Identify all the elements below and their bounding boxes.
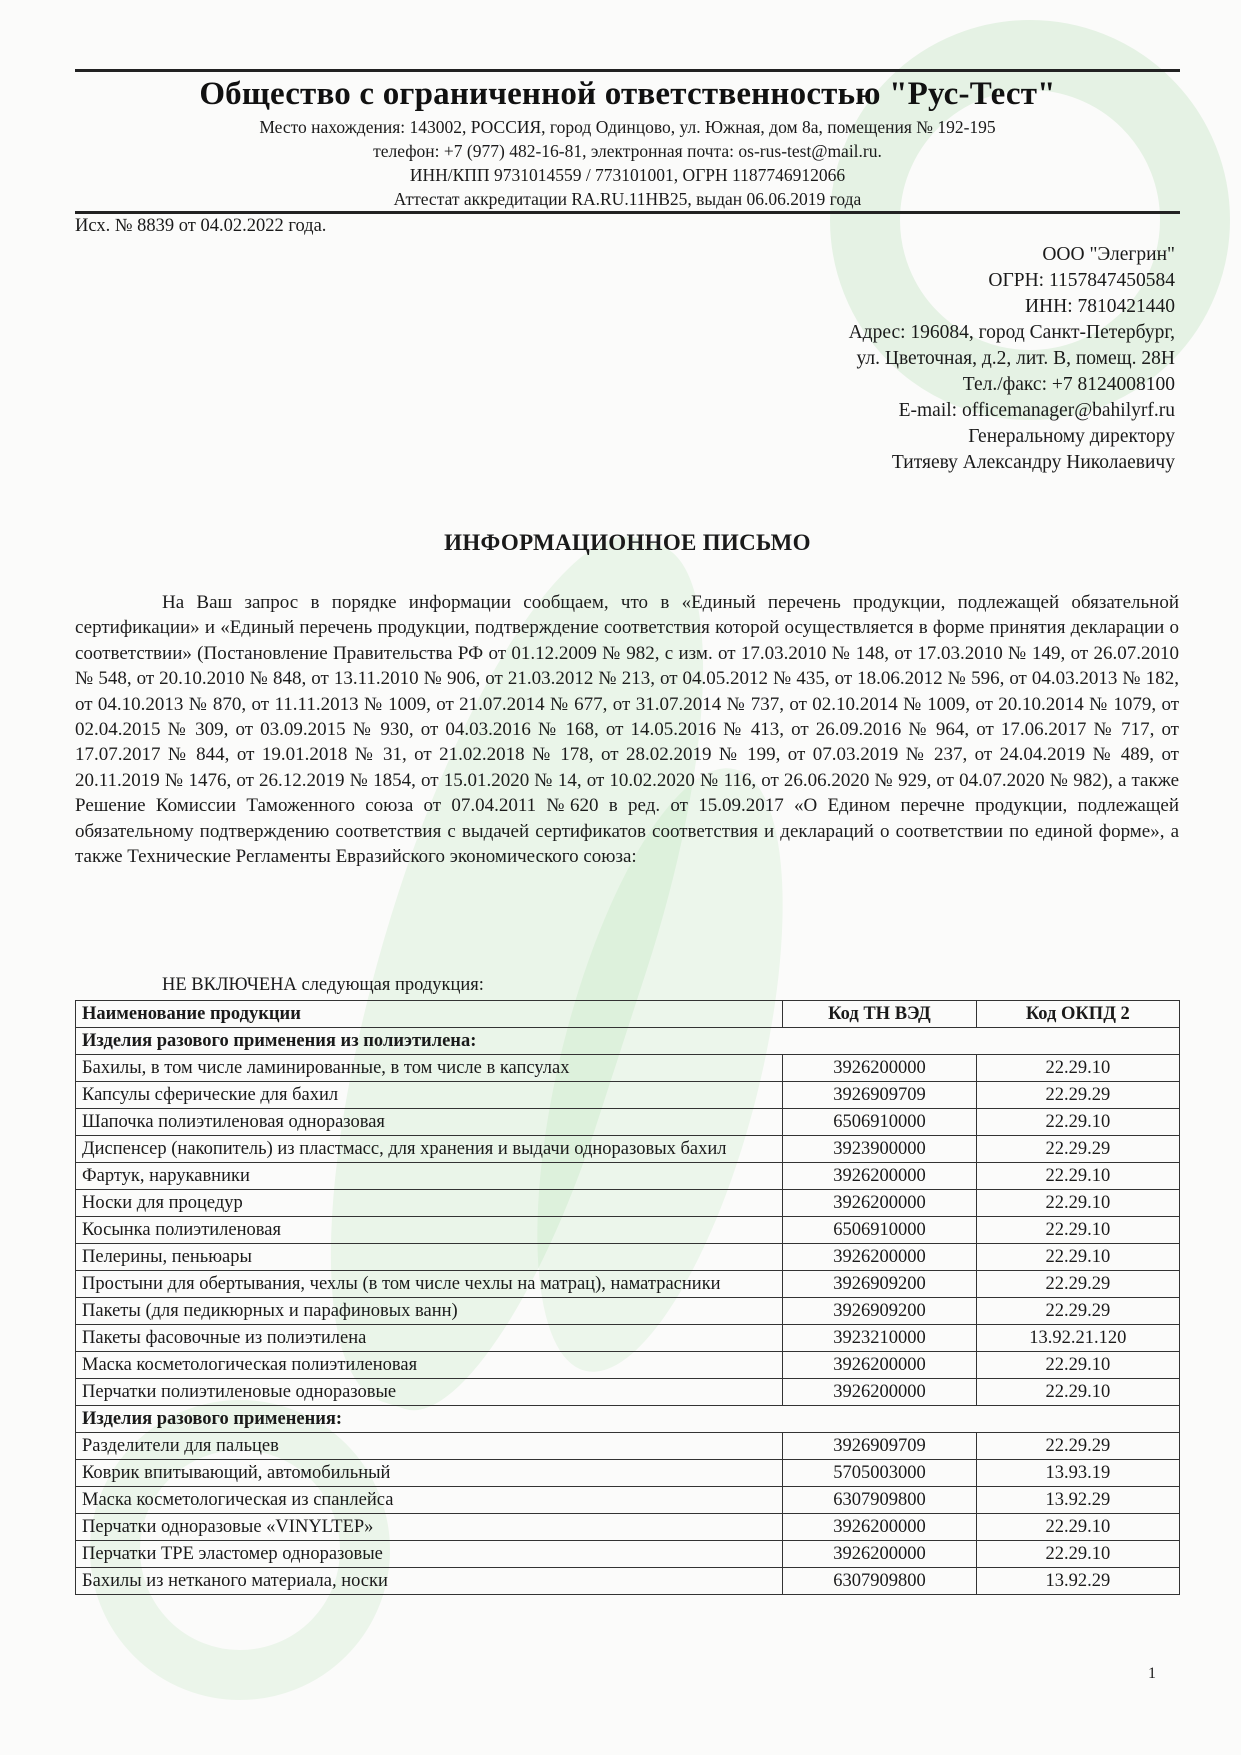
table-row	[76, 1055, 1180, 1082]
cell-tn-ved: 3926200000	[783, 1055, 976, 1082]
table-row	[76, 1298, 1180, 1325]
cell-product-name: Бахилы, в том числе ламинированные, в том числе в капсулах	[76, 1055, 783, 1082]
header-product-name: Наименование продукции	[76, 1001, 783, 1028]
table-row	[76, 1217, 1180, 1244]
table-row	[76, 1568, 1180, 1595]
cell-product-name: Перчатки полиэтиленовые одноразовые	[76, 1379, 783, 1406]
page-number: 1	[1148, 1665, 1156, 1682]
cell-tn-ved: 3926200000	[783, 1541, 976, 1568]
addressee-inn: ИНН: 7810421440	[1024, 296, 1175, 317]
addressee-address-line1: Адрес: 196084, город Санкт-Петербург,	[848, 322, 1175, 343]
cell-tn-ved: 3926909709	[783, 1082, 976, 1109]
cell-tn-ved: 3926200000	[783, 1163, 976, 1190]
addressee-phone: Тел./факс: +7 8124008100	[962, 374, 1175, 395]
table-row	[76, 1325, 1180, 1352]
addressee-company: ООО "Элегрин"	[1042, 244, 1175, 265]
cell-product-name: Коврик впитывающий, автомобильный	[76, 1460, 783, 1487]
cell-okpd2: 22.29.10	[976, 1352, 1179, 1379]
cell-okpd2: 22.29.29	[976, 1136, 1179, 1163]
cell-product-name: Шапочка полиэтиленовая одноразовая	[76, 1109, 783, 1136]
document-title: ИНФОРМАЦИОННОЕ ПИСЬМО	[444, 530, 811, 555]
cell-tn-ved: 6307909800	[783, 1568, 976, 1595]
table-section-row	[76, 1406, 1180, 1433]
letterhead-top-rule	[75, 69, 1180, 72]
cell-tn-ved: 3923210000	[783, 1325, 976, 1352]
section-title: Изделия разового применения:	[76, 1406, 1180, 1433]
cell-tn-ved: 3926909200	[783, 1271, 976, 1298]
cell-product-name: Косынка полиэтиленовая	[76, 1217, 783, 1244]
table-row	[76, 1433, 1180, 1460]
cell-okpd2: 22.29.10	[976, 1541, 1179, 1568]
cell-okpd2: 13.92.21.120	[976, 1325, 1179, 1352]
table-row	[76, 1352, 1180, 1379]
products-table	[75, 1000, 1180, 1595]
letterhead-contacts: телефон: +7 (977) 482-16-81, электронная почта: os-rus-test@mail.ru.	[373, 141, 882, 161]
cell-product-name: Диспенсер (накопитель) из пластмасс, для хранения и выдачи одноразовых бахил	[76, 1136, 783, 1163]
products-table-body	[76, 1028, 1180, 1595]
table-caption: НЕ ВКЛЮЧЕНА следующая продукция:	[162, 975, 484, 995]
cell-tn-ved: 6307909800	[783, 1487, 976, 1514]
cell-okpd2: 22.29.10	[976, 1244, 1179, 1271]
letterhead-address: Место нахождения: 143002, РОССИЯ, город Одинцово, ул. Южная, дом 8а, помещения № 192-195	[259, 117, 996, 137]
letterhead-bottom-rule	[75, 211, 1180, 214]
cell-product-name: Пакеты фасовочные из полиэтилена	[76, 1325, 783, 1352]
cell-tn-ved: 3926200000	[783, 1514, 976, 1541]
cell-tn-ved: 3926200000	[783, 1352, 976, 1379]
section-title: Изделия разового применения из полиэтилена:	[76, 1028, 1180, 1055]
header-tn-ved: Код ТН ВЭД	[783, 1001, 976, 1028]
cell-product-name: Носки для процедур	[76, 1190, 783, 1217]
addressee-address-line2: ул. Цветочная, д.2, лит. В, помещ. 28Н	[856, 348, 1175, 369]
cell-product-name: Капсулы сферические для бахил	[76, 1082, 783, 1109]
cell-product-name: Фартук, нарукавники	[76, 1163, 783, 1190]
letterhead-accreditation: Аттестат аккредитации RA.RU.11НВ25, выдан 06.06.2019 года	[393, 189, 862, 209]
addressee-ogrn: ОГРН: 1157847450584	[988, 270, 1175, 291]
table-row	[76, 1109, 1180, 1136]
cell-tn-ved: 3926909200	[783, 1298, 976, 1325]
cell-tn-ved: 3923900000	[783, 1136, 976, 1163]
table-row	[76, 1379, 1180, 1406]
table-row	[76, 1163, 1180, 1190]
addressee-position: Генеральному директору	[968, 426, 1175, 447]
cell-tn-ved: 3926200000	[783, 1379, 976, 1406]
table-header-row	[76, 1001, 1180, 1028]
table-row	[76, 1541, 1180, 1568]
cell-product-name: Простыни для обертывания, чехлы (в том числе чехлы на матрац), наматрасники	[76, 1271, 783, 1298]
cell-product-name: Маска косметологическая из спанлейса	[76, 1487, 783, 1514]
letterhead-registration: ИНН/КПП 9731014559 / 773101001, ОГРН 1187746912066	[409, 165, 846, 185]
letterhead-org-name: Общество с ограниченной ответственностью "Рус-Тест"	[199, 76, 1056, 112]
table-section-row	[76, 1028, 1180, 1055]
table-row	[76, 1082, 1180, 1109]
cell-product-name: Перчатки TPE эластомер одноразовые	[76, 1541, 783, 1568]
table-row	[76, 1487, 1180, 1514]
cell-okpd2: 13.93.19	[976, 1460, 1179, 1487]
cell-okpd2: 13.92.29	[976, 1487, 1179, 1514]
cell-tn-ved: 6506910000	[783, 1217, 976, 1244]
addressee-email: E-mail: officemanager@bahilyrf.ru	[898, 400, 1175, 421]
cell-product-name: Разделители для пальцев	[76, 1433, 783, 1460]
cell-okpd2: 22.29.10	[976, 1190, 1179, 1217]
table-row	[76, 1271, 1180, 1298]
cell-tn-ved: 3926200000	[783, 1190, 976, 1217]
table-row	[76, 1190, 1180, 1217]
header-okpd2: Код ОКПД 2	[976, 1001, 1179, 1028]
cell-tn-ved: 3926909709	[783, 1433, 976, 1460]
table-row	[76, 1460, 1180, 1487]
cell-okpd2: 22.29.10	[976, 1379, 1179, 1406]
outgoing-reference: Исх. № 8839 от 04.02.2022 года.	[75, 216, 327, 236]
cell-okpd2: 22.29.10	[976, 1163, 1179, 1190]
cell-product-name: Бахилы из нетканого материала, носки	[76, 1568, 783, 1595]
cell-okpd2: 22.29.29	[976, 1271, 1179, 1298]
cell-okpd2: 22.29.29	[976, 1433, 1179, 1460]
cell-product-name: Пакеты (для педикюрных и парафиновых ванн)	[76, 1298, 783, 1325]
cell-product-name: Маска косметологическая полиэтиленовая	[76, 1352, 783, 1379]
cell-okpd2: 22.29.10	[976, 1217, 1179, 1244]
addressee-name: Титяеву Александру Николаевичу	[891, 452, 1175, 473]
cell-tn-ved: 6506910000	[783, 1109, 976, 1136]
cell-tn-ved: 3926200000	[783, 1244, 976, 1271]
body-paragraph: На Ваш запрос в порядке информации сообщаем, что в «Единый перечень продукции, подлежащей обязательной сертификации» и «Единый перечень продукции, подтверждение соответствия которой осуществляется в форме принятия декларации о соответствии» (Постановление Правительства РФ от 01.12.2009 № 982, с изм. от 17.03.2010 № 148, от 17.03.2010 № 149, от 26.07.2010 № 548, от 20.10.2010 № 848, от 13.11.2010 № 906, от 21.03.2012 № 213, от 04.05.2012 № 435, от 18.06.2012 № 596, от 04.03.2013 № 182, от 04.10.2013 № 870, от 11.11.2013 № 1009, от 21.07.2014 № 677, от 31.07.2014 № 737, от 02.10.2014 № 1009, от 20.10.2014 № 1079, от 02.04.2015 № 309, от 03.09.2015 № 930, от 04.03.2016 № 168, от 14.05.2016 № 413, от 26.09.2016 № 964, от 17.06.2017 № 717, от 17.07.2017 № 844, от 19.01.2018 № 31, от 21.02.2018 № 178, от 28.02.2019 № 199, от 07.03.2019 № 237, от 24.04.2019 № 489, от 20.11.2019 № 1476, от 26.12.2019 № 1854, от 15.01.2020 № 14, от 10.02.2020 № 116, от 26.06.2020 № 929, от 04.07.2020 № 982), а также Решение Комиссии Таможенного союза от 07.04.2011 №620 в ред. от 15.09.2017 «О Едином перечне продукции, подлежащей обязательному подтверждению соответствия с выдачей сертификатов соответствия и деклараций о соответствии по единой форме», а также Технические Регламенты Евразийского экономического союза:	[75, 592, 1179, 868]
cell-tn-ved: 5705003000	[783, 1460, 976, 1487]
cell-okpd2: 22.29.29	[976, 1298, 1179, 1325]
cell-product-name: Пелерины, пеньюары	[76, 1244, 783, 1271]
addressee-block	[849, 242, 1175, 476]
table-row	[76, 1244, 1180, 1271]
cell-okpd2: 22.29.10	[976, 1055, 1179, 1082]
cell-okpd2: 22.29.10	[976, 1514, 1179, 1541]
cell-okpd2: 13.92.29	[976, 1568, 1179, 1595]
table-row	[76, 1136, 1180, 1163]
table-row	[76, 1514, 1180, 1541]
cell-okpd2: 22.29.29	[976, 1082, 1179, 1109]
cell-okpd2: 22.29.10	[976, 1109, 1179, 1136]
cell-product-name: Перчатки одноразовые «VINYLTEP»	[76, 1514, 783, 1541]
